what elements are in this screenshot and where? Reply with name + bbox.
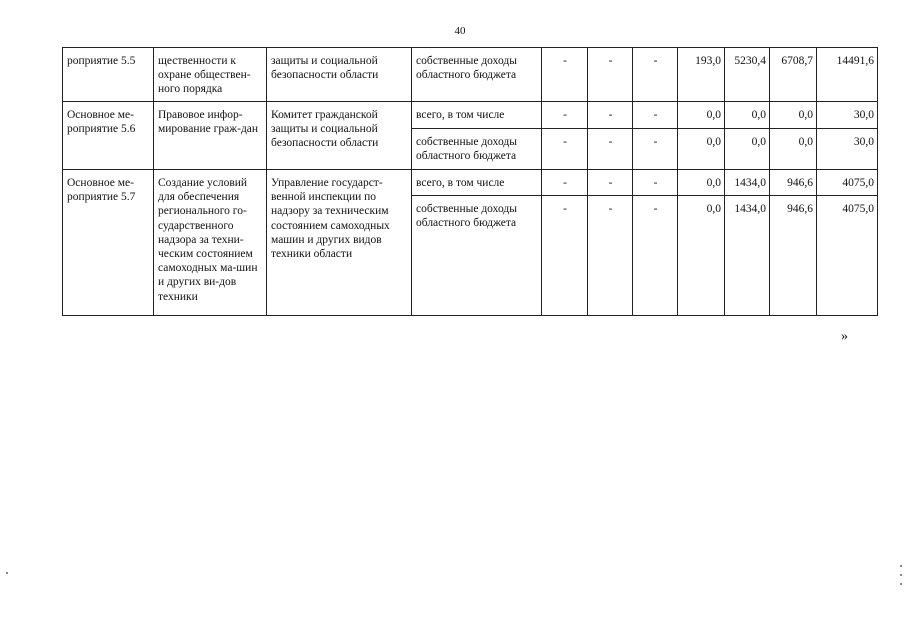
value-cell: 1434,0 <box>725 170 770 196</box>
total-cell: 30,0 <box>817 102 878 129</box>
value-cell: - <box>633 170 678 196</box>
executor-cell: Управление государст-венной инспекции по надзору за техническим состоянием самоходных машин и других видов техники области <box>267 170 412 316</box>
executor-cell: защиты и социальной безопасности области <box>267 48 412 102</box>
value-cell: - <box>588 48 633 102</box>
value-cell: 5230,4 <box>725 48 770 102</box>
value-cell: 0,0 <box>770 102 817 129</box>
scan-edge-mark <box>900 583 902 585</box>
value-cell: 0,0 <box>725 102 770 129</box>
value-cell: - <box>542 129 588 170</box>
value-cell: - <box>633 129 678 170</box>
funding-source-cell: всего, в том числе <box>412 170 542 196</box>
total-cell: 4075,0 <box>817 196 878 316</box>
measure-cell: Основное ме-роприятие 5.6 <box>63 102 154 170</box>
value-cell: - <box>633 196 678 316</box>
value-cell: - <box>633 102 678 129</box>
measure-name-cell: Правовое инфор-мирование граж-дан <box>154 102 267 170</box>
measure-cell: Основное ме-роприятие 5.7 <box>63 170 154 316</box>
total-cell: 14491,6 <box>817 48 878 102</box>
page-number: 40 <box>454 25 466 37</box>
measure-name-cell: щественности к охране обществен-ного порядка <box>154 48 267 102</box>
value-cell: - <box>588 196 633 316</box>
value-cell: - <box>588 129 633 170</box>
total-cell: 30,0 <box>817 129 878 170</box>
value-cell: 1434,0 <box>725 196 770 316</box>
executor-cell: Комитет гражданской защиты и социальной безопасности области <box>267 102 412 170</box>
closing-quote-mark: » <box>841 329 848 344</box>
value-cell: 0,0 <box>678 129 725 170</box>
value-cell: 0,0 <box>678 102 725 129</box>
budget-table <box>62 47 878 316</box>
value-cell: 0,0 <box>725 129 770 170</box>
total-cell: 4075,0 <box>817 170 878 196</box>
value-cell: - <box>588 102 633 129</box>
scan-edge-mark <box>900 565 902 567</box>
funding-source-cell: собственные доходы областного бюджета <box>412 48 542 102</box>
funding-source-cell: всего, в том числе <box>412 102 542 129</box>
value-cell: - <box>542 102 588 129</box>
measure-cell: роприятие 5.5 <box>63 48 154 102</box>
value-cell: - <box>588 170 633 196</box>
funding-source-cell: собственные доходы областного бюджета <box>412 129 542 170</box>
value-cell: 0,0 <box>770 129 817 170</box>
measure-name-cell: Создание условий для обеспечения регионального го-сударственного надзора за техни-ческим состоянием самоходных ма-шин и других ви-дов техники <box>154 170 267 316</box>
value-cell: - <box>542 196 588 316</box>
value-cell: 0,0 <box>678 196 725 316</box>
scan-edge-mark <box>900 574 902 576</box>
table-row <box>63 102 878 129</box>
table-row <box>63 48 878 102</box>
value-cell: 946,6 <box>770 196 817 316</box>
scan-edge-mark <box>6 572 8 574</box>
value-cell: - <box>542 170 588 196</box>
value-cell: 193,0 <box>678 48 725 102</box>
value-cell: - <box>633 48 678 102</box>
funding-source-cell: собственные доходы областного бюджета <box>412 196 542 316</box>
value-cell: - <box>542 48 588 102</box>
value-cell: 0,0 <box>678 170 725 196</box>
value-cell: 946,6 <box>770 170 817 196</box>
table-row <box>63 170 878 196</box>
value-cell: 6708,7 <box>770 48 817 102</box>
